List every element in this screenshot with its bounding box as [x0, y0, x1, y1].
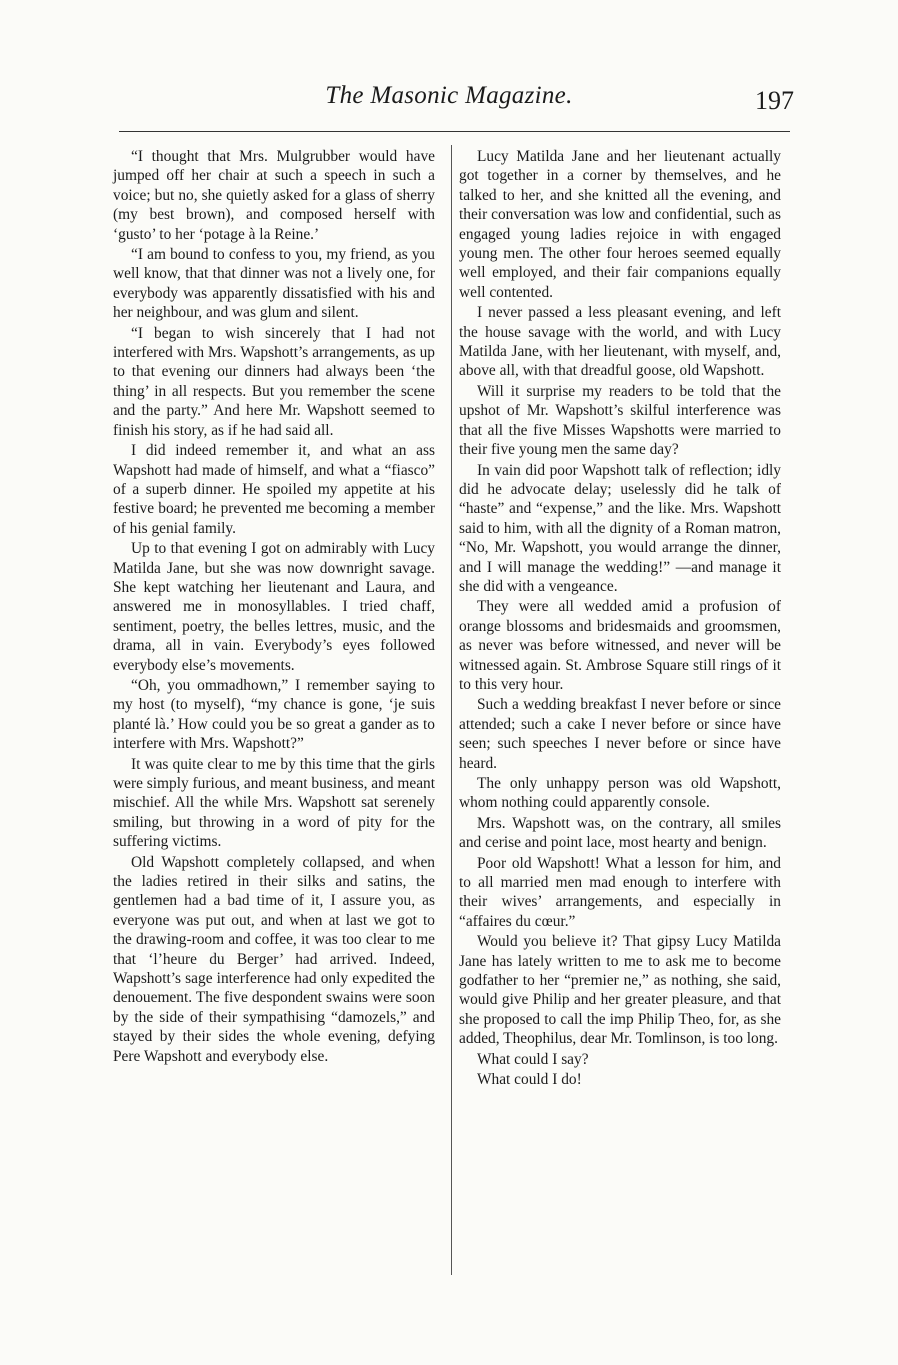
paragraph: I never passed a less pleasant evening, and left the house savage with the world, and with Lucy Matilda Jane, with her lieutenant, with myself, and, above all, with that dreadful goose, old Wapshott.	[459, 304, 781, 380]
right-column	[459, 147, 781, 1091]
paragraph: Would you believe it? That gipsy Lucy Matilda Jane has lately written to me to ask me to become godfather to her “premier ne,” as nothing, she said, would give Philip and her greater pleasure, and that she proposed to call the imp Philip Theo, for, as she added, Theophilus, dear Mr. Tomlinson, is too long.	[459, 933, 781, 1048]
running-title: The Masonic Magazine.	[325, 82, 573, 109]
paragraph: They were all wedded amid a profusion of orange blossoms and bridesmaids and groomsmen, as never was before witnessed, and never will be witnessed again. St. Ambrose Square still rings of it to this very hour.	[459, 598, 781, 693]
paragraph: “I am bound to confess to you, my friend, as you well know, that that dinner was not a lively one, for everybody was apparently dissatisfied with his and her neighbour, and was glum and silent.	[113, 246, 435, 322]
paragraph: The only unhappy person was old Wapshott, whom nothing could apparently console.	[459, 775, 781, 812]
left-column	[113, 147, 435, 1067]
paragraph: I did indeed remember it, and what an ass Wapshott had made of himself, and what a “fiasco” of a superb dinner. He spoiled my appetite at his festive board; he prevented me becoming a member of his genial family.	[113, 442, 435, 537]
paragraph: What could I do!	[477, 1071, 582, 1089]
paragraph: Such a wedding breakfast I never before or since attended; such a cake I never before or since have seen; such speeches I never before or since have heard.	[459, 696, 781, 772]
paragraph: Mrs. Wapshott was, on the contrary, all smiles and cerise and point lace, most hearty and benign.	[459, 814, 781, 852]
paragraph: Old Wapshott completely collapsed, and when the ladies retired in their silks and satins, the gentlemen had a bad time of it, I assure you, as everyone was put out, and when at last we got to the drawing-room and coffee, it was too clear to me that ‘l’heure du Berger’ had arrived. Indeed, Wapshott’s sage interference had only expedited the denouement. The five despondent swains were soon by the side of their sympathising “damozels,” and stayed by their sides the whole evening, defying Pere Wapshott and everybody else.	[113, 853, 435, 1065]
column-divider	[451, 145, 452, 1275]
page-number: 197	[755, 86, 794, 115]
paragraph: It was quite clear to me by this time that the girls were simply furious, and meant business, and meant mischief. All the while Mrs. Wapshott sat serenely smiling, but throwing in a word of pity for the suffering victims.	[113, 755, 435, 851]
header-rule	[119, 131, 790, 132]
paragraph: “I began to wish sincerely that I had not interfered with Mrs. Wapshott’s arrangements, as up to that evening our dinners had always been ‘the thing’ in all respects. But you remember the scene and the party.” And here Mr. Wapshott seemed to finish his story, as if he had said all.	[113, 324, 435, 439]
paragraph: “I thought that Mrs. Mulgrubber would have jumped off her chair at such a speech in such a voice; but no, she quietly asked for a glass of sherry (my best brown), and composed herself with ‘gusto’ to her ‘potage à la Reine.’	[113, 148, 435, 243]
paragraph: Will it surprise my readers to be told that the upshot of Mr. Wapshott’s skilful interference was that all the five Misses Wapshotts were married to their five young men the same day?	[459, 382, 781, 459]
paragraph: Up to that evening I got on admirably with Lucy Matilda Jane, but she was now downright savage. She kept watching her lieutenant and Laura, and answered me in monosyllables. I tried chaff, sentiment, poetry, the belles lettres, music, and the drama, all in vain. Everybody’s eyes followed everybody else’s movements.	[113, 540, 435, 674]
paragraph: Lucy Matilda Jane and her lieutenant actually got together in a corner by themselves, and he talked to her, and she knitted all the evening, and their conversation was low and confidential, such as engaged young ladies rejoice in with engaged young men. The other four heroes seemed equally well employed, and their fair companions equally well contented.	[459, 148, 781, 301]
paragraph: Poor old Wapshott! What a lesson for him, and to all married men mad enough to interfere with their wives’ arrangements, and especially in “affaires du cœur.”	[459, 854, 781, 930]
paragraph: What could I say?	[477, 1050, 589, 1068]
paragraph: In vain did poor Wapshott talk of reflection; idly did he advocate delay; uselessly did he talk of “haste” and “expense,” and the like. Mrs. Wapshott said to him, with all the dignity of a Roman matron, “No, Mr. Wapshott, you would arrange the dinner, and I will manage the wedding!” —and manage it she did with a vengeance.	[459, 461, 781, 595]
paragraph: “Oh, you ommadhown,” I remember saying to my host (to myself), “my chance is gone, ‘je suis planté là.’ How could you be so great a gander as to interfere with Mrs. Wapshott?”	[113, 676, 435, 753]
